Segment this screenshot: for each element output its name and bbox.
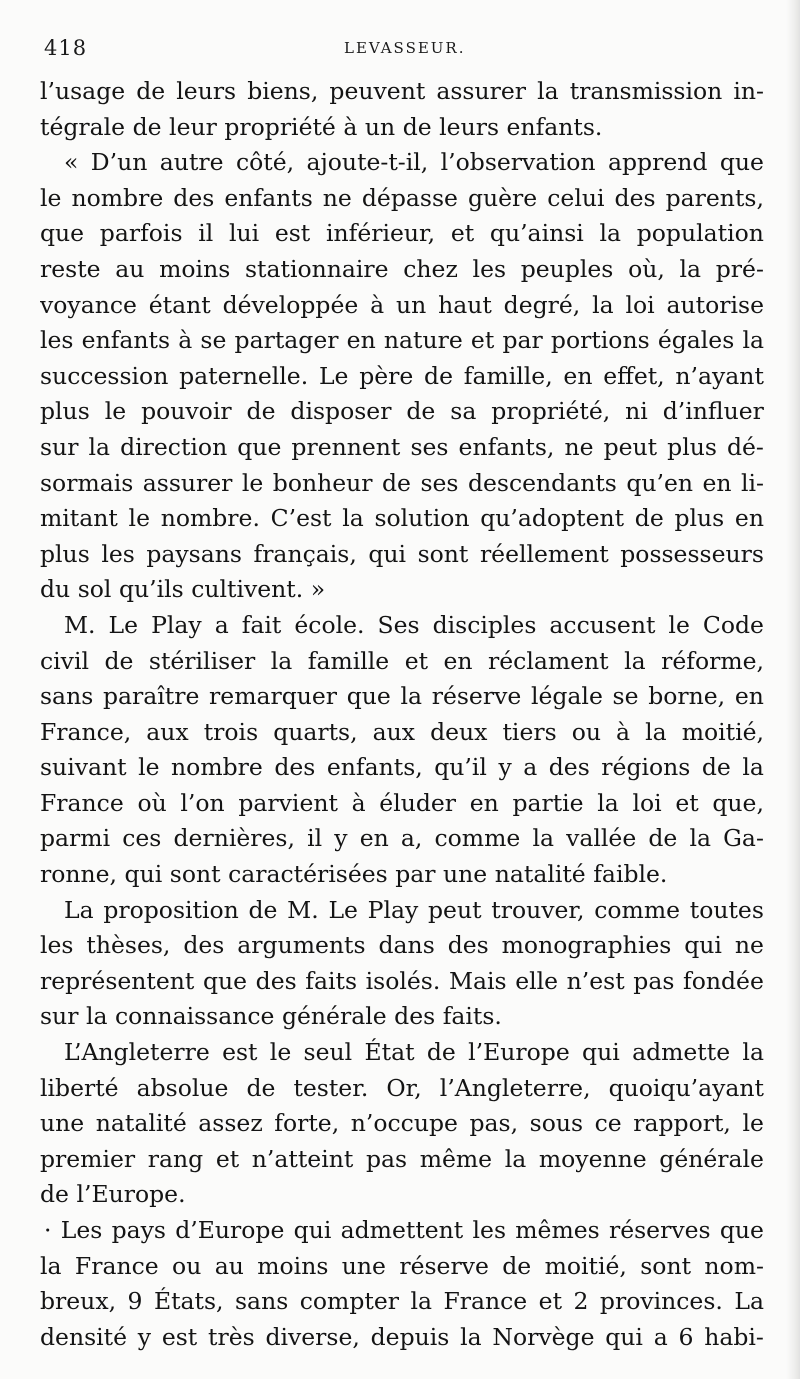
text-line: plus le pouvoir de disposer de sa propriété, ni d’influer bbox=[40, 397, 764, 426]
text-line: suivant le nombre des enfants, qu’il y a des régions de la bbox=[40, 753, 764, 782]
body-text bbox=[40, 74, 764, 1355]
text-line: plus les paysans français, qui sont réellement possesseurs bbox=[40, 539, 764, 568]
text-line: La proposition de M. Le Play peut trouver, comme toutes bbox=[64, 895, 764, 924]
text-line: France, aux trois quarts, aux deux tiers ou à la moitié, bbox=[40, 717, 764, 746]
text-line: la France ou au moins une réserve de moitié, sont nom- bbox=[40, 1251, 764, 1280]
text-line: voyance étant développée à un haut degré, la loi autorise bbox=[40, 290, 764, 319]
text-line: que parfois il lui est inférieur, et qu’ainsi la population bbox=[40, 219, 764, 248]
text-line: mitant le nombre. C’est la solution qu’adoptent de plus en bbox=[40, 504, 764, 533]
text-line: les enfants à se partager en nature et par portions égales la bbox=[40, 326, 764, 355]
text-line: ronne, qui sont caractérisées par une natalité faible. bbox=[40, 860, 668, 889]
text-line: représentent que des faits isolés. Mais elle n’est pas fondée bbox=[40, 966, 764, 995]
running-head: LEVASSEUR. bbox=[344, 39, 466, 57]
page-header bbox=[44, 36, 756, 72]
text-line: liberté absolue de tester. Or, l’Angleterre, quoiqu’ayant bbox=[40, 1073, 764, 1102]
text-line: sormais assurer le bonheur de ses descendants qu’en en li- bbox=[40, 468, 764, 497]
text-line: reste au moins stationnaire chez les peuples où, la pré- bbox=[40, 254, 764, 283]
text-line: les thèses, des arguments dans des monographies qui ne bbox=[40, 931, 764, 960]
text-line: · Les pays d’Europe qui admettent les mêmes réserves que bbox=[44, 1216, 764, 1244]
text-line: « D’un autre côté, ajoute-t-il, l’observation apprend que bbox=[64, 148, 764, 177]
text-line: premier rang et n’atteint pas même la moyenne générale bbox=[40, 1144, 764, 1173]
text-line: une natalité assez forte, n’occupe pas, sous ce rapport, le bbox=[40, 1109, 764, 1138]
text-line: le nombre des enfants ne dépasse guère celui des parents, bbox=[40, 183, 764, 212]
text-line: France où l’on parvient à éluder en partie la loi et que, bbox=[40, 788, 764, 817]
text-line: tégrale de leur propriété à un de leurs enfants. bbox=[40, 112, 603, 141]
text-line: parmi ces dernières, il y en a, comme la vallée de la Ga- bbox=[40, 824, 764, 853]
text-line: densité y est très diverse, depuis la Norvège qui a 6 habi- bbox=[40, 1322, 764, 1351]
page-number: 418 bbox=[44, 36, 88, 60]
text-line: sur la connaissance générale des faits. bbox=[40, 1002, 502, 1031]
text-line: du sol qu’ils cultivent. » bbox=[40, 575, 326, 604]
text-line: L’Angleterre est le seul État de l’Europe qui admette la bbox=[64, 1038, 764, 1067]
text-line: sans paraître remarquer que la réserve légale se borne, en bbox=[40, 682, 764, 711]
text-line: succession paternelle. Le père de famille, en effet, n’ayant bbox=[40, 361, 764, 390]
text-line: M. Le Play a fait école. Ses disciples accusent le Code bbox=[64, 610, 764, 639]
text-line: sur la direction que prennent ses enfants, ne peut plus dé- bbox=[40, 432, 764, 461]
text-line: civil de stériliser la famille et en réclament la réforme, bbox=[40, 646, 764, 675]
text-line: l’usage de leurs biens, peuvent assurer la transmission in- bbox=[40, 77, 764, 105]
text-line: de l’Europe. bbox=[40, 1180, 186, 1209]
text-line: breux, 9 États, sans compter la France et 2 provinces. La bbox=[40, 1287, 764, 1316]
scan-shadow bbox=[786, 0, 800, 1379]
